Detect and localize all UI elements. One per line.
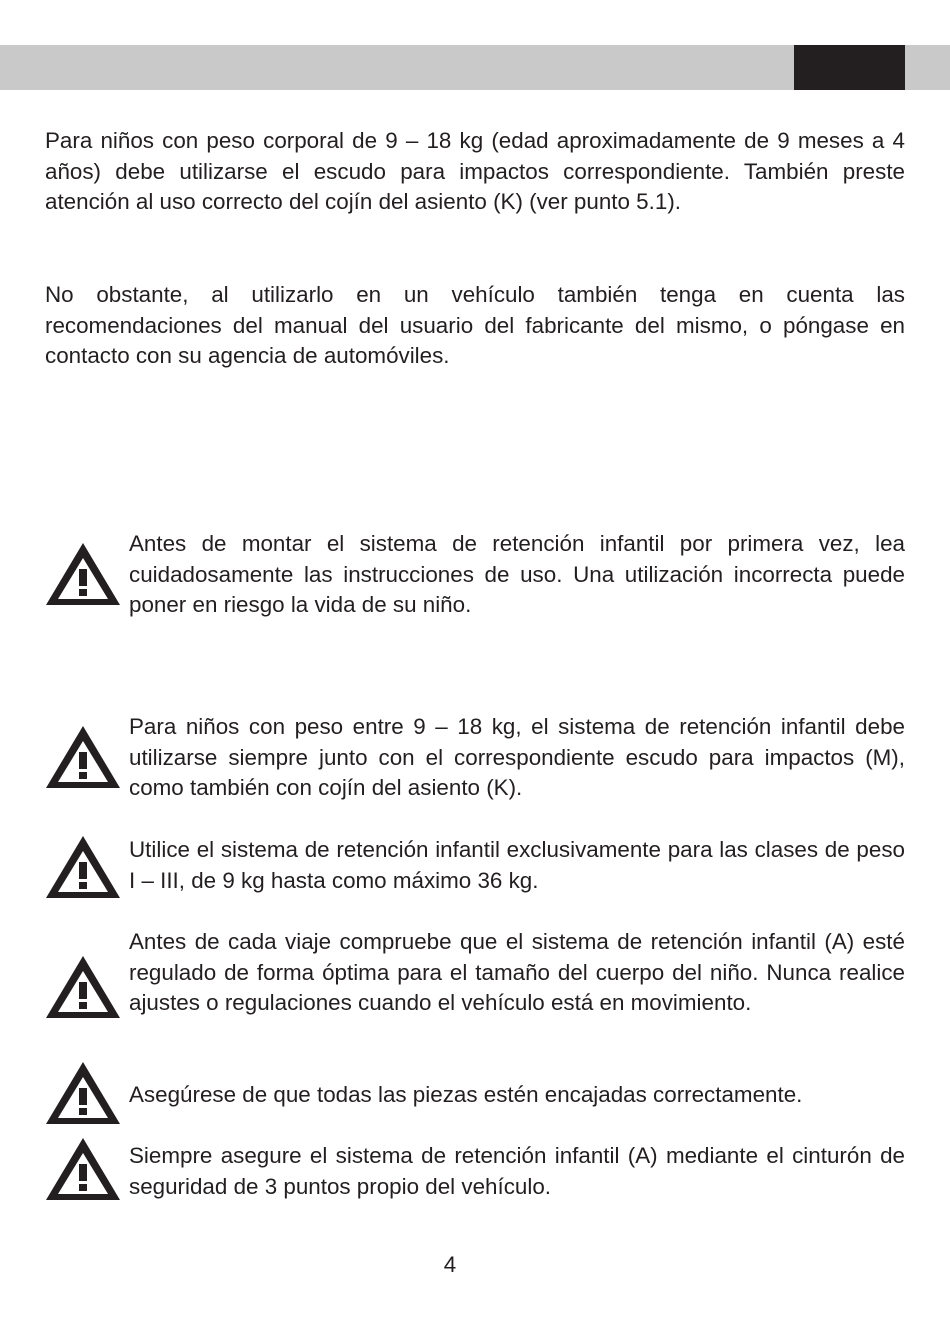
warning-text: Asegúrese de que todas las piezas estén encajadas correctamente. <box>129 1082 803 1107</box>
warning-weight-class <box>45 835 905 896</box>
warning-text: Siempre asegure el sistema de retención infantil (A) mediante el cinturón de seguridad de 3 puntos propio del vehículo. <box>129 1143 905 1199</box>
warning-triangle-icon <box>45 725 121 789</box>
warning-text: Utilice el sistema de retención infantil exclusivamente para las clases de peso I – III, de 9 kg hasta como máximo 36 kg. <box>129 837 905 893</box>
warning-triangle-icon <box>45 1061 121 1125</box>
warning-triangle-icon <box>45 1137 121 1201</box>
warning-triangle-icon <box>45 835 121 899</box>
warning-parts-fitted <box>45 1080 905 1111</box>
page-number: 4 <box>443 1252 457 1277</box>
warning-first-install <box>45 529 905 621</box>
warning-text: Antes de cada viaje compruebe que el sistema de retención infantil (A) esté regulado de forma óptima para el tamaño del cuerpo del niño. Nunca realice ajustes o regulaciones cuando el vehículo está en movimiento. <box>129 929 905 1016</box>
warning-text: Antes de montar el sistema de retención infantil por primera vez, lea cuidadosamente las instrucciones de uso. Una utilización incorrecta puede poner en riesgo la vida de su niño. <box>129 531 905 618</box>
warning-triangle-icon <box>45 542 121 606</box>
warning-text: Para niños con peso entre 9 – 18 kg, el sistema de retención infantil debe utilizarse siempre junto con el correspondiente escudo para impactos (M), como también con cojín del asiento (K). <box>129 714 905 801</box>
warning-weight-9-18 <box>45 712 905 804</box>
warning-triangle-icon <box>45 955 121 1019</box>
paragraph-impact-shield: Para niños con peso corporal de 9 – 18 kg (edad aproximadamente de 9 meses a 4 años) debe utilizarse el escudo para impactos correspondiente. También preste atención al uso correcto del cojín del asiento (K) (ver punto 5.1). <box>45 128 905 215</box>
paragraph-vehicle-manual: No obstante, al utilizarlo en un vehículo también tenga en cuenta las recomendaciones del manual del usuario del fabricante del mismo, o póngase en contacto con su agencia de automóviles. <box>45 282 905 369</box>
warning-before-trip <box>45 927 905 1019</box>
warning-seat-belt <box>45 1141 905 1202</box>
header-tab <box>794 45 905 90</box>
